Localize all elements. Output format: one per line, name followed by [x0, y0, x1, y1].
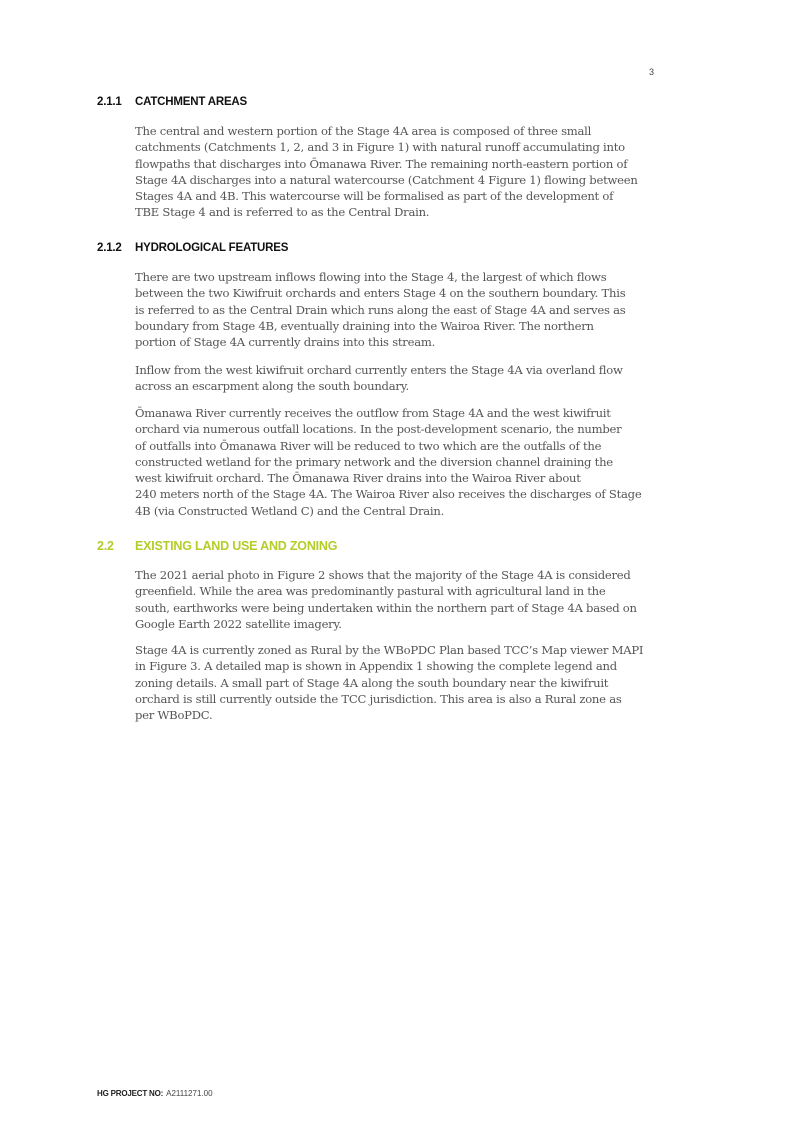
section-title: CATCHMENT AREAS — [135, 96, 247, 108]
text-line: between the two Kiwifruit orchards and enters Stage 4 on the southern boundary. This — [135, 286, 626, 301]
text-line: of outfalls into Ōmanawa River will be reduced to two which are the outfalls of the — [135, 438, 602, 453]
section-heading-hydrological-features — [97, 242, 288, 254]
paragraph-aerial-photo — [135, 567, 655, 632]
text-line: Inflow from the west kiwifruit orchard currently enters the Stage 4A via overland flow — [135, 363, 623, 377]
section-number: 2.2 — [97, 539, 114, 553]
text-line: is referred to as the Central Drain which runs along the east of Stage 4A and serves as — [135, 302, 626, 317]
section-heading-existing-land-use — [97, 539, 337, 553]
paragraph-west-orchard-inflow — [135, 362, 655, 395]
text-line: The 2021 aerial photo in Figure 2 shows that the majority of the Stage 4A is considered — [135, 568, 631, 582]
text-line: orchard is still currently outside the TCC jurisdiction. This area is also a Rural zone as — [135, 691, 622, 706]
text-line: boundary from Stage 4B, eventually draining into the Wairoa River. The northern — [135, 318, 594, 333]
text-line: flowpaths that discharges into Ōmanawa River. The remaining north-eastern portion of — [135, 156, 628, 171]
text-line: zoning details. A small part of Stage 4A along the south boundary near the kiwifruit — [135, 675, 609, 690]
text-line: south, earthworks were being undertaken within the northern part of Stage 4A based on — [135, 600, 637, 615]
text-line: Stages 4A and 4B. This watercourse will be formalised as part of the development of — [135, 189, 614, 204]
text-line: Stage 4A is currently zoned as Rural by the WBoPDC Plan based TCC’s Map viewer MAPI — [135, 643, 644, 657]
text-line: 240 meters north of the Stage 4A. The Wairoa River also receives the discharges of Stage — [135, 487, 642, 502]
text-line: in Figure 3. A detailed map is shown in Appendix 1 showing the complete legend and — [135, 659, 617, 674]
text-line: TBE Stage 4 and is referred to as the Central Drain. — [135, 205, 430, 220]
text-line: Ōmanawa River currently receives the outflow from Stage 4A and the west kiwifruit — [135, 406, 611, 420]
section-title: EXISTING LAND USE AND ZONING — [135, 539, 338, 553]
text-line: Google Earth 2022 satellite imagery. — [135, 616, 342, 631]
section-number: 2.1.1 — [97, 96, 122, 108]
text-line: Stage 4A discharges into a natural watercourse (Catchment 4 Figure 1) flowing between — [135, 172, 638, 187]
section-number: 2.1.2 — [97, 242, 122, 254]
page-footer — [97, 1089, 213, 1098]
paragraph-zoning — [135, 642, 655, 723]
text-line: west kiwifruit orchard. The Ōmanawa River drains into the Wairoa River about — [135, 471, 581, 486]
paragraph-upstream-inflows — [135, 269, 655, 350]
text-line: per WBoPDC. — [135, 708, 213, 723]
text-line: across an escarpment along the south boundary. — [135, 379, 409, 394]
page-number: 3 — [648, 67, 654, 77]
paragraph-omanawa-river — [135, 405, 655, 519]
text-line: constructed wetland for the primary network and the diversion channel draining the — [135, 454, 613, 469]
project-number-value: A2111271.00 — [166, 1089, 213, 1098]
text-line: orchard via numerous outfall locations. In the post-development scenario, the number — [135, 422, 622, 437]
text-line: There are two upstream inflows flowing into the Stage 4, the largest of which flows — [135, 270, 607, 284]
paragraph-catchment-areas — [135, 123, 655, 221]
text-line: catchments (Catchments 1, 2, and 3 in Figure 1) with natural runoff accumulating into — [135, 140, 625, 155]
section-heading-catchment-areas — [97, 96, 247, 108]
text-line: The central and western portion of the Stage 4A area is composed of three small — [135, 124, 592, 138]
project-number-label: HG PROJECT NO: — [97, 1089, 164, 1098]
text-line: portion of Stage 4A currently drains into this stream. — [135, 335, 436, 350]
text-line: greenfield. While the area was predominantly pastural with agricultural land in the — [135, 584, 606, 599]
text-line: 4B (via Constructed Wetland C) and the Central Drain. — [135, 503, 445, 518]
section-title: HYDROLOGICAL FEATURES — [135, 242, 289, 254]
